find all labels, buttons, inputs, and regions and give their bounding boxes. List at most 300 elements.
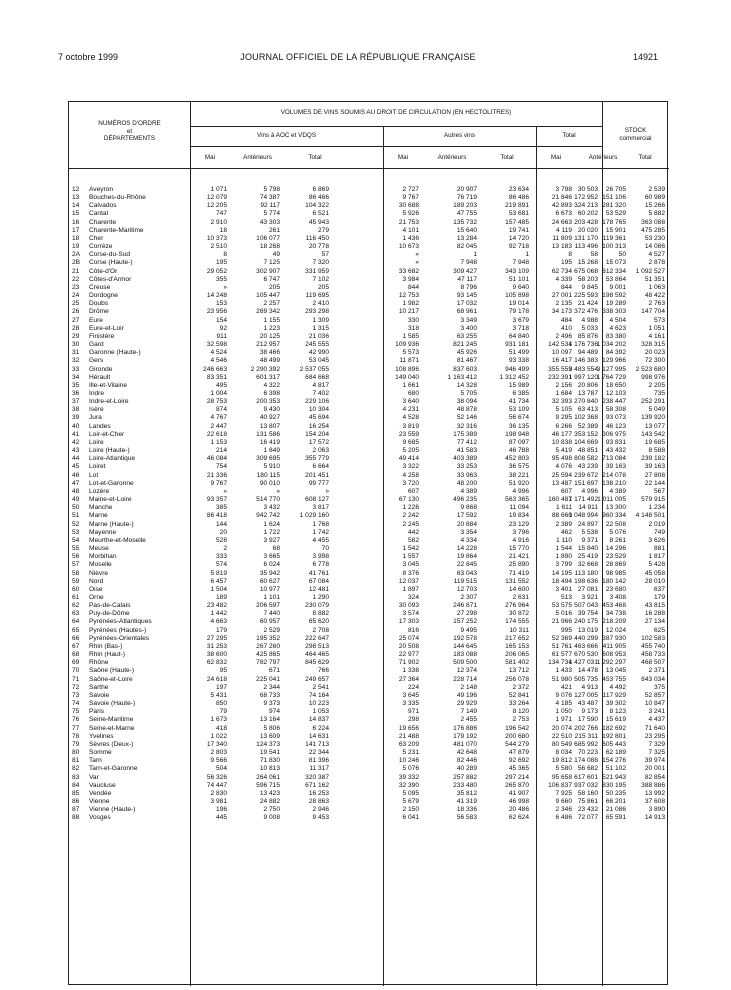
cell-value: 12 103: [605, 390, 626, 397]
dept-code: 84: [72, 781, 80, 789]
cell-value: 843 034: [641, 675, 665, 683]
cell-value: 30 503: [577, 186, 598, 193]
table-row: [69, 455, 669, 463]
cell-value: 39 163: [605, 463, 626, 471]
cell-value: 3 401: [555, 585, 572, 593]
cell-value: 40 927: [259, 414, 280, 422]
header-journal-title: JOURNAL OFFICIEL DE LA RÉPUBLIQUE FRANÇAISE: [240, 52, 476, 62]
dept-name: Seine-Maritime: [89, 716, 134, 724]
dept-code: 63: [72, 610, 80, 618]
table-row: [69, 366, 669, 374]
dept-code: 36: [72, 390, 80, 397]
cell-value: 88 660: [551, 512, 572, 520]
cell-value: 463 666: [574, 642, 598, 650]
cell-value: 355: [215, 275, 227, 283]
cell-value: »: [415, 251, 419, 259]
cell-value: 102 368: [574, 414, 598, 422]
cell-value: 20 806: [577, 381, 598, 389]
cell-value: 35 942: [259, 569, 280, 577]
cell-value: 495: [215, 381, 227, 389]
cell-value: 9 495: [460, 626, 477, 634]
dept-name: Loire (Haute-): [89, 447, 130, 455]
dept-code: 75: [72, 708, 80, 716]
table-row: [69, 765, 669, 773]
dept-code: 21: [72, 267, 80, 275]
cell-value: 2 529: [263, 626, 280, 634]
cell-value: 68 733: [259, 691, 280, 699]
cell-value: 1 290: [312, 594, 329, 601]
cell-value: 23 529: [605, 553, 626, 561]
cell-value: 276 964: [505, 602, 529, 610]
cell-value: 2 307: [460, 594, 477, 601]
cell-value: 1 768: [312, 520, 329, 528]
cell-value: 21 421: [508, 553, 529, 561]
cell-value: 13 787: [577, 390, 598, 397]
cell-value: 38 600: [206, 651, 227, 659]
cell-value: 10 311: [509, 626, 529, 634]
cell-value: 10 217: [398, 308, 419, 316]
dept-code: 47: [72, 479, 80, 487]
dept-code: 27: [72, 316, 80, 324]
cell-value: 13 284: [456, 234, 477, 242]
cell-value: 20 074: [551, 724, 572, 732]
cell-value: 355 779: [305, 455, 329, 463]
cell-value: 93 831: [605, 438, 626, 446]
cell-value: 4 528: [402, 414, 419, 422]
dept-code: 52: [72, 520, 80, 528]
cell-value: 27 134: [644, 618, 665, 626]
cell-value: 462: [560, 528, 572, 536]
cell-value: 9 685: [402, 438, 419, 446]
table-row: [69, 521, 669, 529]
cell-value: 108 896: [395, 365, 419, 373]
cell-value: 222 647: [305, 634, 329, 642]
cell-value: 205: [317, 283, 329, 291]
cell-value: 219 891: [505, 202, 529, 210]
dept-name: Somme: [89, 749, 112, 757]
cell-value: 32 598: [206, 341, 227, 349]
table-row: [69, 545, 669, 553]
cell-value: 81 396: [308, 757, 329, 765]
header-date: 7 octobre 1999: [58, 52, 119, 62]
cell-value: 195: [215, 259, 227, 267]
cell-value: 189 203: [453, 202, 477, 210]
cell-value: 5 231: [402, 749, 419, 757]
cell-value: 2 455: [460, 716, 477, 724]
cell-value: 79: [219, 708, 227, 716]
cell-value: 293 298: [305, 308, 329, 316]
cell-value: 425 865: [256, 651, 280, 659]
cell-value: 43 239: [577, 463, 598, 471]
sub-header-autres-total: Total: [500, 154, 514, 161]
cell-value: 15 770: [508, 545, 529, 553]
cell-value: 372 476: [574, 308, 598, 316]
cell-value: 440 299: [574, 634, 598, 642]
cell-value: 18: [219, 226, 227, 234]
dept-code: 41: [72, 430, 80, 438]
dept-code: 49: [72, 496, 80, 504]
cell-value: 5 798: [263, 186, 280, 193]
cell-value: 4 231: [402, 406, 419, 414]
cell-value: 830 195: [602, 781, 626, 789]
cell-value: 15 989: [508, 381, 529, 389]
cell-value: 11 809: [552, 234, 572, 242]
cell-value: 821 245: [453, 341, 477, 349]
cell-value: 15 266: [644, 202, 665, 210]
cell-value: 21 488: [398, 732, 419, 740]
cell-value: 5 076: [402, 765, 419, 773]
cell-value: 75 861: [577, 798, 598, 805]
cell-value: 330: [407, 316, 419, 324]
cell-value: 151 697: [574, 479, 598, 487]
cell-value: 16 254: [308, 422, 329, 430]
cell-value: 46 177: [551, 430, 572, 438]
cell-value: 109 936: [395, 341, 419, 349]
cell-value: 19 685: [644, 438, 665, 446]
cell-value: 1 611: [555, 504, 572, 512]
dept-code: 66: [72, 634, 80, 642]
cell-value: 458 733: [641, 651, 665, 659]
cell-value: 14 600: [508, 585, 529, 593]
cell-value: 267 260: [256, 642, 280, 650]
table-row: [69, 308, 669, 316]
cell-value: 2 753: [512, 716, 529, 724]
table-row: [69, 333, 669, 341]
dept-name: Nord: [89, 577, 104, 585]
cell-value: 82 045: [456, 243, 477, 251]
cell-value: 3 819: [402, 422, 419, 430]
cell-value: 206 065: [505, 651, 529, 659]
cell-value: 157 252: [453, 618, 477, 626]
dept-code: 23: [72, 283, 80, 291]
cell-value: 1 624: [263, 520, 280, 528]
cell-value: 24 618: [206, 675, 227, 683]
cell-value: 1 011 005: [597, 496, 626, 504]
dept-code: 70: [72, 667, 80, 675]
cell-value: 297 214: [505, 773, 529, 781]
dept-code: 72: [72, 683, 80, 691]
cell-value: 1 890: [555, 553, 572, 561]
cell-value: 41 319: [456, 798, 477, 805]
cell-value: 14 720: [508, 234, 529, 242]
dept-name: Saône-et-Loire: [89, 675, 133, 683]
cell-value: 12 481: [308, 585, 329, 593]
cell-value: 617 601: [574, 773, 598, 781]
cell-value: 10 246: [398, 757, 419, 765]
col-header-autres: Autres vins: [443, 132, 476, 139]
cell-value: 13 164: [259, 716, 280, 724]
cell-value: 24 663: [551, 218, 572, 226]
cell-value: 3 817: [312, 504, 329, 512]
dept-code: 37: [72, 398, 80, 406]
cell-value: 106 077: [256, 234, 280, 242]
cell-value: 50 235: [605, 789, 626, 797]
cell-value: 6 024: [263, 561, 280, 569]
dept-name: Marne (Haute-): [89, 520, 134, 528]
cell-value: 9 660: [555, 798, 572, 805]
dept-code: 86: [72, 798, 80, 805]
cell-value: 2 750: [263, 806, 280, 814]
cell-value: 4 492: [609, 683, 626, 691]
dept-code: 26: [72, 308, 80, 316]
cell-value: 224: [407, 683, 419, 691]
cell-value: 605 443: [602, 740, 626, 748]
cell-value: 3 241: [648, 708, 665, 716]
cell-value: 39 163: [644, 463, 665, 471]
cell-value: 50: [618, 251, 626, 259]
header-page-number: 14921: [632, 52, 658, 62]
cell-value: 675 068: [574, 267, 598, 275]
cell-value: 52 389: [577, 422, 598, 430]
cell-value: 17 590: [577, 716, 598, 724]
dept-code: 55: [72, 545, 80, 553]
cell-value: 218 209: [602, 618, 626, 626]
cell-value: 21 036: [308, 332, 329, 340]
cell-value: 9 371: [581, 536, 598, 544]
cell-value: 20 884: [456, 520, 477, 528]
cell-value: 504: [215, 765, 227, 773]
cell-value: »: [325, 487, 329, 495]
dept-code: 73: [72, 691, 80, 699]
cell-value: 182 692: [602, 724, 626, 732]
cell-value: 509 500: [453, 659, 477, 667]
cell-value: 214: [215, 447, 227, 455]
dept-code: 51: [72, 512, 80, 520]
dept-code: 78: [72, 732, 80, 740]
cell-value: 37 608: [644, 798, 665, 805]
cell-value: 23 129: [508, 520, 529, 528]
cell-value: 4 988: [581, 316, 598, 324]
dept-name: Orne: [89, 594, 104, 601]
cell-value: 175 389: [453, 430, 477, 438]
dept-name: Calvados: [89, 202, 117, 210]
cell-value: 13 183: [551, 243, 572, 251]
cell-value: 2 410: [312, 300, 329, 308]
table-row: [69, 317, 669, 325]
cell-value: 5 033: [581, 324, 598, 332]
table-row: [69, 733, 669, 741]
cell-value: 3 335: [402, 700, 419, 708]
cell-value: 6 778: [312, 561, 329, 569]
table-row: [69, 676, 669, 684]
dept-name: Loire-Atlantique: [89, 455, 136, 463]
dept-code: 87: [72, 806, 80, 814]
cell-value: 318: [407, 324, 419, 332]
cell-value: 2 242: [402, 512, 419, 520]
dept-code: 13: [72, 194, 80, 202]
cell-value: 68 961: [456, 308, 477, 316]
cell-value: 1 223: [263, 324, 280, 332]
cell-value: 3 408: [609, 594, 626, 601]
cell-value: 7 329: [648, 740, 665, 748]
cell-value: 265 870: [505, 781, 529, 789]
dept-code: 50: [72, 504, 80, 512]
table-row: [69, 292, 669, 300]
cell-value: 47 879: [508, 749, 529, 757]
cell-value: 245 555: [305, 341, 329, 349]
cell-value: 8 376: [402, 569, 419, 577]
cell-value: 10 847: [644, 700, 665, 708]
cell-value: 385: [215, 504, 227, 512]
cell-value: 178 765: [602, 218, 626, 226]
table-row: [69, 325, 669, 333]
dept-code: 40: [72, 422, 80, 430]
cell-value: 60 989: [644, 194, 665, 202]
cell-value: 32 390: [398, 781, 419, 789]
cell-value: 671: [268, 667, 280, 675]
cell-value: 3 626: [648, 536, 665, 544]
cell-value: 484: [560, 316, 572, 324]
dept-code: 74: [72, 700, 80, 708]
dept-code: 16: [72, 218, 80, 226]
cell-value: 3 574: [402, 610, 419, 618]
cell-value: 1 155: [263, 316, 280, 324]
cell-value: 22 144: [644, 479, 665, 487]
cell-value: 6 747: [263, 275, 280, 283]
cell-value: 86 466: [308, 194, 329, 202]
cell-value: 264 061: [256, 773, 280, 781]
cell-value: 844: [407, 283, 419, 291]
cell-value: 43 487: [577, 700, 598, 708]
table-row: [69, 414, 669, 422]
cell-value: 1 997 120: [568, 373, 598, 381]
dept-name: Marne: [89, 512, 108, 520]
cell-value: 8 882: [312, 610, 329, 618]
table-row: [69, 659, 669, 667]
dept-code: 33: [72, 365, 80, 373]
cell-value: 25 074: [398, 634, 419, 642]
cell-value: 198 948: [505, 430, 529, 438]
cell-value: 2 148: [460, 683, 477, 691]
cell-value: 13 807: [259, 422, 280, 430]
dept-name: Tarn: [89, 757, 102, 765]
cell-value: 1 004: [210, 390, 227, 397]
dept-name: Côte-d'Or: [89, 267, 118, 275]
cell-value: 41 734: [508, 398, 529, 406]
cell-value: 670 530: [574, 651, 598, 659]
cell-value: 1 312 452: [499, 373, 529, 381]
dept-code: 71: [72, 675, 80, 683]
cell-value: 76 719: [456, 194, 477, 202]
cell-value: 21 966: [551, 618, 572, 626]
cell-value: 71 640: [644, 724, 665, 732]
cell-value: 3 432: [263, 504, 280, 512]
cell-value: 52 146: [456, 414, 477, 422]
table-row: [69, 553, 669, 561]
cell-value: 33 264: [508, 700, 529, 708]
cell-value: 837 603: [453, 365, 477, 373]
cell-value: 117 929: [602, 691, 626, 699]
cell-value: 1 071: [210, 186, 227, 193]
cell-value: 135 732: [453, 218, 477, 226]
cell-value: 60 957: [259, 618, 280, 626]
cell-value: 80 549: [551, 740, 572, 748]
table-row: [69, 431, 669, 439]
cell-value: 4 076: [555, 463, 572, 471]
cell-value: 39 332: [398, 773, 419, 781]
cell-value: 22 845: [456, 561, 477, 569]
cell-value: 23 482: [206, 602, 227, 610]
cell-value: 3 796: [512, 528, 529, 536]
table-row: [69, 708, 669, 716]
cell-value: 197: [215, 683, 227, 691]
cell-value: 192 801: [602, 732, 626, 740]
cell-value: 46 788: [508, 447, 529, 455]
cell-value: 468 507: [641, 659, 665, 667]
cell-value: 8: [568, 251, 572, 259]
cell-value: 105 447: [256, 292, 280, 300]
dept-name: Manche: [89, 504, 113, 512]
cell-value: 12 205: [206, 202, 227, 210]
cell-value: 581 402: [505, 659, 529, 667]
cell-value: 21 424: [577, 300, 598, 308]
cell-value: 7 440: [263, 610, 280, 618]
cell-value: 74 387: [259, 194, 280, 202]
cell-value: 1 433: [555, 667, 572, 675]
dept-code: 14: [72, 202, 80, 210]
table-row: [69, 439, 669, 447]
cell-value: 66 201: [605, 798, 626, 805]
cell-value: 19 289: [605, 300, 626, 308]
cell-value: 10 977: [259, 585, 280, 593]
dept-name: Rhin (Haut-): [89, 651, 125, 659]
cell-value: 2 539: [648, 186, 665, 193]
dept-name: Paris: [89, 708, 105, 716]
dept-name: Indre-et-Loire: [89, 398, 129, 406]
cell-value: 39 974: [644, 757, 665, 765]
cell-value: 35 812: [456, 789, 477, 797]
cell-value: 196 542: [505, 724, 529, 732]
cell-value: 496 235: [453, 496, 477, 504]
cell-value: 16 419: [259, 438, 280, 446]
cell-value: 363 088: [641, 218, 665, 226]
cell-value: 324 213: [574, 202, 598, 210]
dept-name: Vaucluse: [89, 781, 116, 789]
dept-name: Rhône: [89, 659, 109, 667]
cell-value: 911: [216, 332, 227, 340]
dept-code: 60: [72, 585, 80, 593]
cell-value: 176 886: [453, 724, 477, 732]
cell-value: 2 878: [648, 259, 665, 267]
table-row: [69, 357, 669, 365]
cell-value: 375: [653, 683, 665, 691]
cell-value: 154 204: [305, 430, 329, 438]
cell-value: 5 419: [555, 447, 572, 455]
table-row: [69, 202, 669, 210]
cell-value: 1 684: [555, 390, 572, 397]
dept-code: 15: [72, 210, 80, 218]
dept-name: Bouches-du-Rhône: [89, 194, 146, 202]
cell-value: 46 123: [605, 422, 626, 430]
cell-value: 942 742: [256, 512, 280, 520]
cell-value: 8 796: [460, 283, 477, 291]
cell-value: 14 086: [644, 243, 665, 251]
cell-value: 3 322: [402, 463, 419, 471]
cell-value: 1 661: [402, 381, 419, 389]
table-row: [69, 782, 669, 790]
cell-value: 20 125: [259, 332, 280, 340]
cell-value: 1 427 031: [568, 659, 598, 667]
cell-value: 9 373: [263, 700, 280, 708]
cell-value: 3 998: [312, 553, 329, 561]
cell-value: 881: [653, 545, 665, 553]
cell-value: 93 338: [508, 357, 529, 365]
cell-value: 2 156: [555, 381, 572, 389]
cell-value: 48 851: [577, 447, 598, 455]
cell-value: 14 478: [577, 667, 598, 675]
col-header-aoc: Vins à AOC et VDQS: [256, 132, 317, 139]
cell-value: 9 845: [581, 283, 598, 291]
